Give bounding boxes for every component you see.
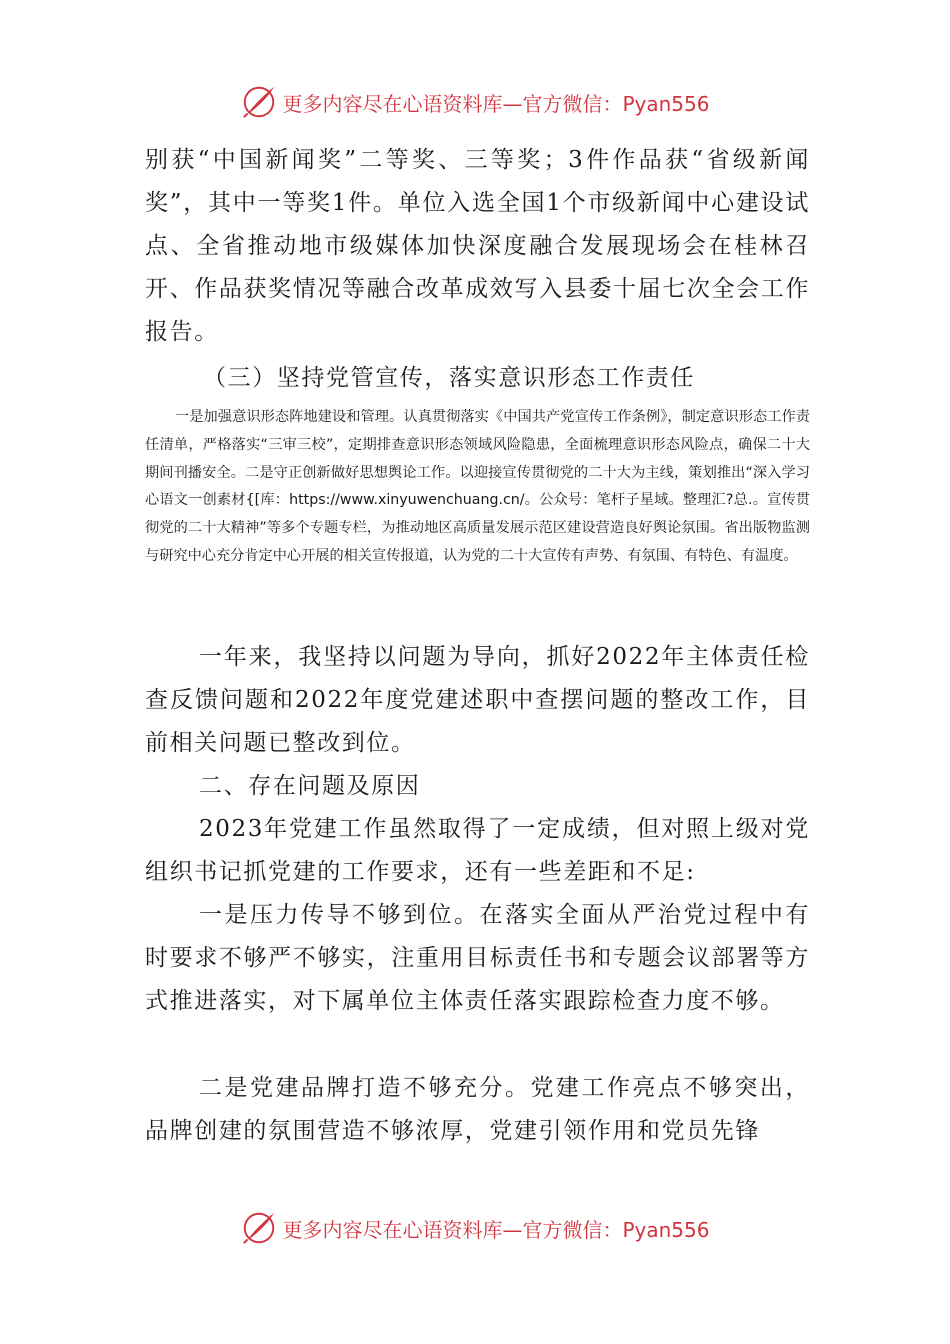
- problem-two-paragraph: 二是党建品牌打造不够充分。党建工作亮点不够突出，品牌创建的氛围营造不够浓厚，党建引领作用和党员先锋: [145, 1075, 810, 1144]
- footer-banner-text: 更多内容尽在心语资料库—官方微信：Pyan556: [282, 1217, 710, 1242]
- year-review-paragraph: 一年来，我坚持以问题为导向，抓好2022年主体责任检查反馈问题和2022年度党建述职中查摆问题的整改工作，目前相关问题已整改到位。: [145, 644, 810, 756]
- header-banner-text: 更多内容尽在心语资料库—官方微信：Pyan556: [282, 91, 710, 116]
- quill-pen-logo-icon: [240, 1209, 278, 1247]
- problem-one-paragraph: 一是压力传导不够到位。在落实全面从严治党过程中有时要求不够严不够实，注重用目标责任书和专题会议部署等方式推进落实，对下属单位主体责任落实跟踪检查力度不够。: [145, 902, 810, 1014]
- section-heading-two: 二、存在问题及原因: [199, 773, 421, 799]
- awards-paragraph: 别获“中国新闻奖”二等奖、三等奖；3件作品获“省级新闻奖”，其中一等奖1件。单位入选全国1个市级新闻中心建设试点、全省推动地市级媒体加快深度融合发展现场会在桂林召开、作品获奖情况等融合改革成效写入县委十届七次全会工作报告。: [145, 147, 810, 345]
- section-heading-three: （三）坚持党管宣传，落实意识形态工作责任: [203, 365, 695, 391]
- header-watermark-banner: [0, 82, 950, 122]
- footer-watermark-banner: [0, 1208, 950, 1248]
- intro-2023-paragraph: 2023年党建工作虽然取得了一定成绩，但对照上级对党组织书记抓党建的工作要求，还有一些差距和不足:: [145, 816, 810, 885]
- ideology-detail-paragraph: 一是加强意识形态阵地建设和管理。认真贯彻落实《中国共产党宣传工作条例》，制定意识形态工作责任清单，严格落实“三审三校”，定期排查意识形态领域风险隐患，全面梳理意识形态风险点，确保二十大期间刊播安全。二是守正创新做好思想舆论工作。以迎接宣传贯彻党的二十大为主线，策划推出“深入学习心语文一创素材{[库：https://www.xinyuwenchuang.cn/。公众号：笔杆子星域。整理汇?总.。宣传贯彻党的二十大精神”等多个专题专栏，为推动地区高质量发展示范区建设营造良好舆论氛围。省出版物监测与研究中心充分肯定中心开展的相关宣传报道，认为党的二十大宣传有声势、有氛围、有特色、有温度。: [145, 409, 810, 564]
- quill-pen-logo-icon: [240, 83, 278, 121]
